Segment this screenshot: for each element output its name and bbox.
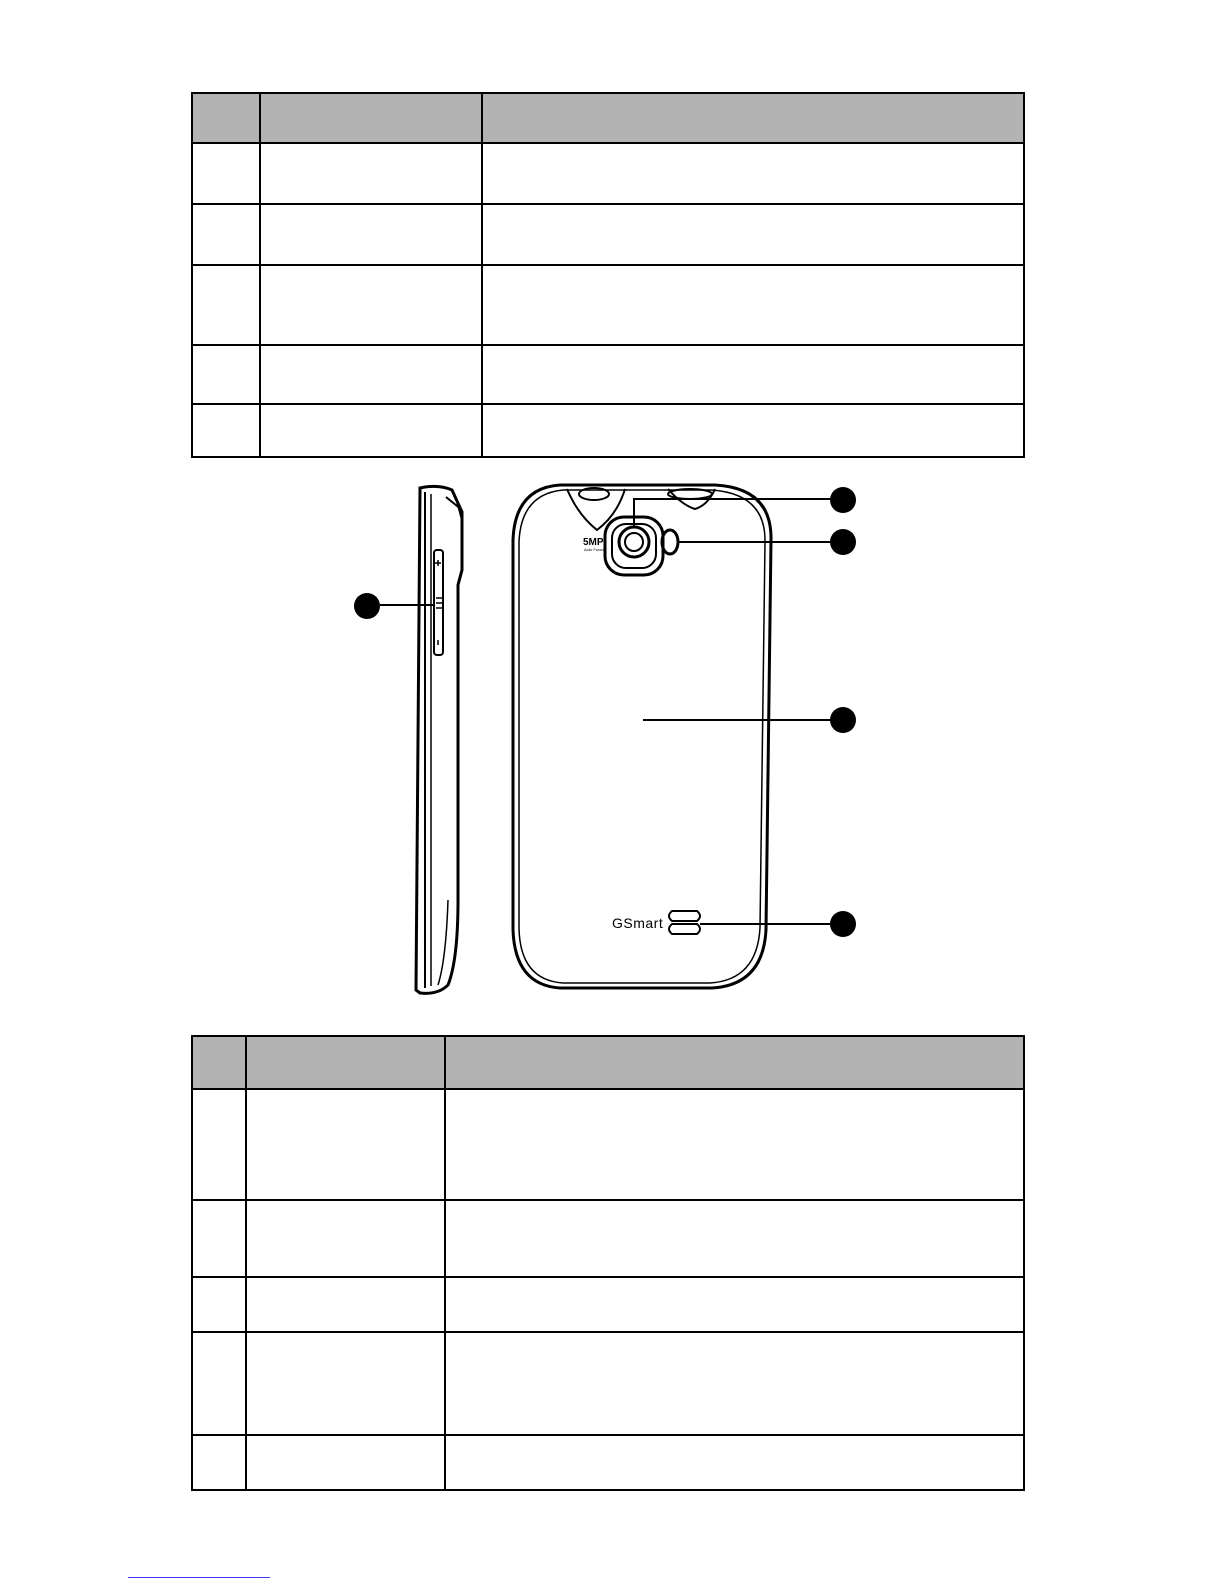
header-item-cell <box>246 1036 445 1089</box>
table-row <box>192 1277 1024 1332</box>
row-item-cell <box>260 265 482 345</box>
row-number-cell <box>192 1277 246 1332</box>
camera-lens <box>619 527 649 557</box>
table-row <box>192 1200 1024 1277</box>
table-header-row <box>192 93 1024 143</box>
table-row <box>192 265 1024 345</box>
row-item-cell <box>246 1089 445 1200</box>
callout-marker <box>830 707 856 733</box>
row-item-cell <box>260 204 482 265</box>
speaker-grille-top <box>669 911 700 921</box>
table-row <box>192 1089 1024 1200</box>
table-row <box>192 204 1024 265</box>
header-no-cell <box>192 1036 246 1089</box>
callout-marker <box>830 529 856 555</box>
header-description-cell <box>445 1036 1024 1089</box>
row-number-cell <box>192 345 260 404</box>
bottom-spec-table <box>191 1035 1025 1491</box>
brand-logo: GSmart <box>612 915 664 931</box>
footnote-link-underline <box>128 1577 270 1578</box>
row-number-cell <box>192 404 260 457</box>
callout-marker <box>830 487 856 513</box>
table-row <box>192 404 1024 457</box>
row-number-cell <box>192 1435 246 1490</box>
row-description-cell <box>482 404 1024 457</box>
phone-back-view <box>513 485 771 988</box>
table-row <box>192 143 1024 204</box>
table-header-row <box>192 1036 1024 1089</box>
phone-diagram <box>340 478 880 1018</box>
header-item-cell <box>260 93 482 143</box>
row-description-cell <box>482 345 1024 404</box>
callout-marker <box>830 911 856 937</box>
row-description-cell <box>445 1277 1024 1332</box>
top-spec-table <box>191 92 1025 458</box>
row-description-cell <box>482 204 1024 265</box>
row-item-cell <box>260 345 482 404</box>
table-row <box>192 1435 1024 1490</box>
table-row <box>192 345 1024 404</box>
row-item-cell <box>246 1332 445 1435</box>
row-item-cell <box>246 1435 445 1490</box>
speaker-grille-bottom <box>669 924 700 934</box>
row-number-cell <box>192 1089 246 1200</box>
callout-marker <box>354 593 380 619</box>
row-item-cell <box>246 1200 445 1277</box>
header-description-cell <box>482 93 1024 143</box>
row-description-cell <box>445 1435 1024 1490</box>
row-item-cell <box>260 404 482 457</box>
volume-button-callout <box>354 593 434 619</box>
row-number-cell <box>192 143 260 204</box>
row-item-cell <box>246 1277 445 1332</box>
row-item-cell <box>260 143 482 204</box>
row-number-cell <box>192 1332 246 1435</box>
row-description-cell <box>445 1332 1024 1435</box>
camera-resolution-label: 5MP <box>583 537 604 548</box>
phone-side-view <box>416 486 462 993</box>
header-no-cell <box>192 93 260 143</box>
camera-autofocus-label: Auto Focus <box>584 547 605 552</box>
table-row <box>192 1332 1024 1435</box>
row-number-cell <box>192 1200 246 1277</box>
row-description-cell <box>445 1089 1024 1200</box>
row-description-cell <box>482 143 1024 204</box>
row-description-cell <box>445 1200 1024 1277</box>
row-number-cell <box>192 265 260 345</box>
row-description-cell <box>482 265 1024 345</box>
row-number-cell <box>192 204 260 265</box>
